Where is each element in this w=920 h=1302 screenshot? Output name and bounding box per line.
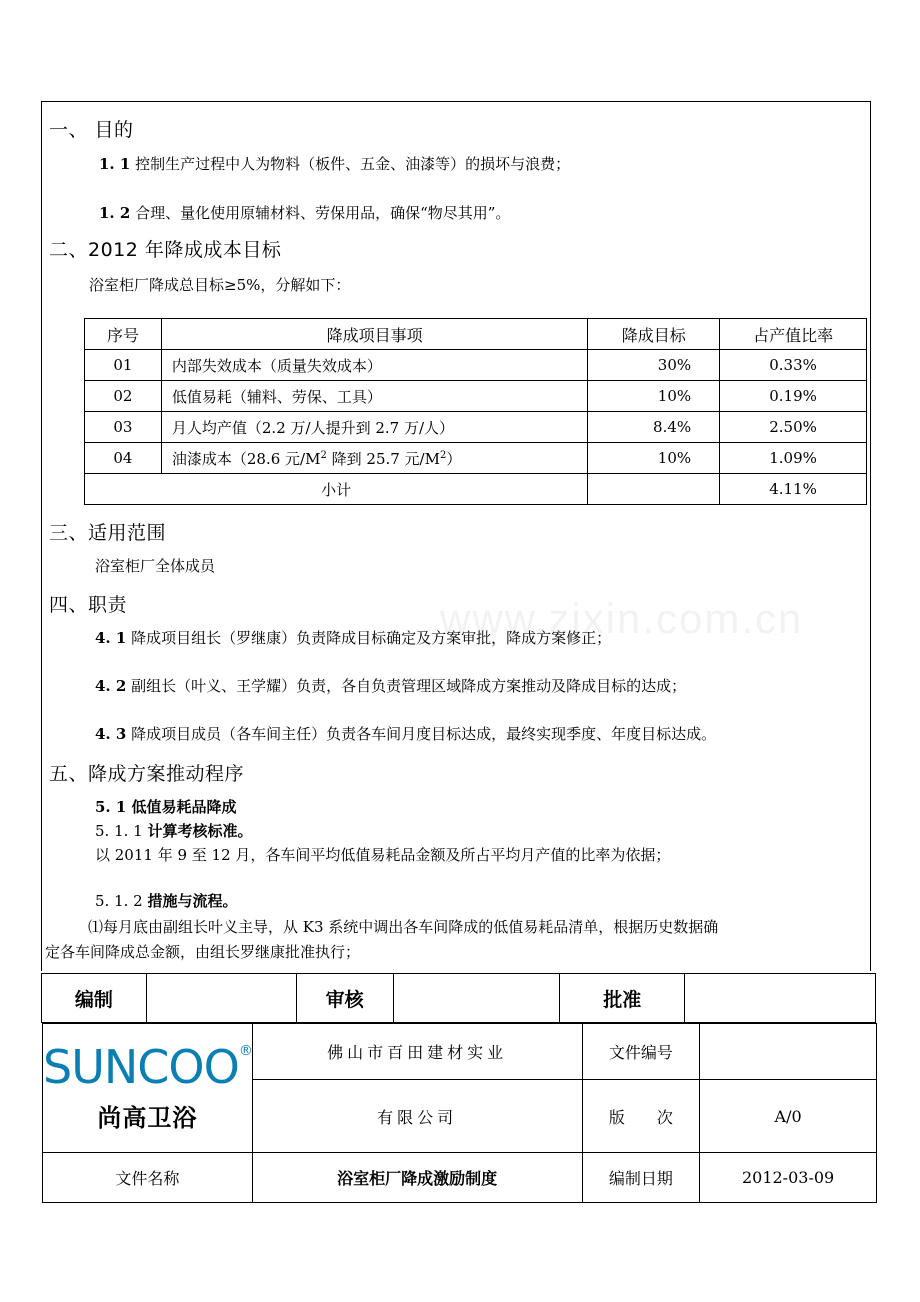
item-1-1 xyxy=(99,153,570,174)
header-item: 降成项目事项 xyxy=(161,319,587,350)
subsection-5-1-1-title: 计算考核标准。 xyxy=(147,822,253,840)
signoff-table xyxy=(41,973,876,1023)
company-line-1: 佛山市百田建材实业 xyxy=(252,1024,582,1080)
item-4-3-num: 4. 3 xyxy=(95,725,127,743)
section-2-intro: 浴室柜厂降成总目标≥5%，分解如下： xyxy=(89,276,351,294)
section-2-title: 二、2012 年降成成本目标 xyxy=(49,239,282,261)
table-row xyxy=(85,381,867,412)
signoff-row xyxy=(42,974,876,1023)
cell-item: 月人均产值（2.2 万/人提升到 2.7 万/人） xyxy=(161,412,587,443)
reviewed-label: 审核 xyxy=(296,974,393,1023)
info-row-1 xyxy=(43,1024,877,1080)
section-3-text: 浴室柜厂全体成员 xyxy=(95,557,216,575)
cell-item-part-a: 油漆成本（28.6 元/M xyxy=(171,449,321,468)
doc-no-label: 文件编号 xyxy=(582,1024,700,1080)
item-4-3-text: 降成项目成员（各车间主任）负责各车间月度目标达成，最终实现季度、年度目标达成。 xyxy=(126,725,717,743)
table-subtotal-row xyxy=(85,474,867,505)
procedure-line-1: ⑴每月底由副组长叶义主导，从 K3 系统中调出各车间降成的低值易耗品清单，根据历史数据确 xyxy=(88,918,719,936)
item-1-1-text: 控制生产过程中人为物料（板件、五金、油漆等）的损坏与浪费； xyxy=(130,155,571,173)
cell-item: 内部失效成本（质量失效成本） xyxy=(161,350,587,381)
cell-ratio: 2.50% xyxy=(720,412,867,443)
doc-no-value xyxy=(700,1024,877,1080)
registered-mark: ® xyxy=(238,1042,252,1059)
cell-ratio: 0.33% xyxy=(720,350,867,381)
cell-target: 10% xyxy=(588,443,720,474)
procedure-line-2: 定各车间降成总金额，由组长罗继康批准执行； xyxy=(45,943,361,961)
item-4-2-text: 副组长（叶义、王学耀）负责，各自负责管理区域降成方案推动及降成目标的达成； xyxy=(126,677,687,695)
version-value: A/0 xyxy=(700,1080,877,1153)
cell-target: 30% xyxy=(588,350,720,381)
table-row xyxy=(85,350,867,381)
cell-ratio: 0.19% xyxy=(720,381,867,412)
cell-item xyxy=(161,443,587,474)
suncoo-logo xyxy=(43,1039,252,1094)
item-4-1-num: 4. 1 xyxy=(95,629,127,647)
logo-text: SUNCOO xyxy=(43,1039,239,1094)
company-line-2: 有限公司 xyxy=(252,1080,582,1153)
version-label: 版 次 xyxy=(582,1080,700,1153)
section-1-title: 一、 目的 xyxy=(49,119,134,141)
cell-target: 8.4% xyxy=(588,412,720,443)
date-label: 编制日期 xyxy=(582,1153,700,1203)
prepared-field[interactable] xyxy=(146,974,296,1023)
section-3-title: 三、适用范围 xyxy=(49,522,167,544)
table-row xyxy=(85,443,867,474)
watermark: www.zixin.com.cn xyxy=(440,595,804,642)
header-target: 降成目标 xyxy=(588,319,720,350)
item-4-2 xyxy=(95,675,686,696)
subsection-5-1: 5. 1 低值易耗品降成 xyxy=(95,798,237,816)
cell-item-part-c: ） xyxy=(446,449,462,468)
subsection-5-1-2-num: 5. 1. 2 xyxy=(95,892,148,910)
table-row xyxy=(85,412,867,443)
item-4-3 xyxy=(95,723,716,744)
logo-cell xyxy=(43,1024,253,1153)
item-1-2-text: 合理、量化使用原辅材料、劳保用品，确保“物尽其用”。 xyxy=(130,204,511,222)
reviewed-field[interactable] xyxy=(393,974,560,1023)
header-no: 序号 xyxy=(85,319,162,350)
subsection-5-1-2-title: 措施与流程。 xyxy=(147,892,238,910)
item-1-2-num: 1. 2 xyxy=(99,204,131,222)
prepared-label: 编制 xyxy=(42,974,147,1023)
info-row-3 xyxy=(43,1153,877,1203)
cell-no: 01 xyxy=(85,350,162,381)
item-4-1-text: 降成项目组长（罗继康）负责降成目标确定及方案审批，降成方案修正； xyxy=(126,629,612,647)
superscript: 2 xyxy=(439,449,447,461)
subsection-5-1-1-num: 5. 1. 1 xyxy=(95,822,148,840)
item-4-2-num: 4. 2 xyxy=(95,677,127,695)
item-1-2 xyxy=(99,202,510,223)
target-table xyxy=(84,318,867,505)
subsection-5-1-1 xyxy=(95,820,253,841)
cell-no: 04 xyxy=(85,443,162,474)
header-ratio: 占产值比率 xyxy=(720,319,867,350)
subsection-5-1-1-text: 以 2011 年 9 至 12 月，各车间平均低值易耗品金额及所占平均月产值的比率为依据； xyxy=(95,846,671,864)
cell-target: 10% xyxy=(588,381,720,412)
subtotal-label: 小计 xyxy=(85,474,588,505)
doc-name-label: 文件名称 xyxy=(43,1153,253,1203)
subtotal-value: 4.11% xyxy=(720,474,867,505)
item-4-1 xyxy=(95,627,611,648)
approved-field[interactable] xyxy=(685,974,876,1023)
subtotal-target-empty xyxy=(588,474,720,505)
section-4-title: 四、职责 xyxy=(49,594,128,616)
brand-name-cn: 尚高卫浴 xyxy=(97,1103,198,1132)
cell-no: 03 xyxy=(85,412,162,443)
item-1-1-num: 1. 1 xyxy=(99,155,131,173)
doc-name-value: 浴室柜厂降成激励制度 xyxy=(252,1153,582,1203)
document-info-table xyxy=(42,1023,877,1203)
superscript: 2 xyxy=(320,449,327,461)
approved-label: 批准 xyxy=(560,974,685,1023)
cell-no: 02 xyxy=(85,381,162,412)
table-header-row xyxy=(85,319,867,350)
cell-ratio: 1.09% xyxy=(720,443,867,474)
cell-item: 低值易耗（辅料、劳保、工具） xyxy=(161,381,587,412)
subsection-5-1-2 xyxy=(95,890,238,911)
section-5-title: 五、降成方案推动程序 xyxy=(49,763,245,785)
cell-item-part-b: 降到 25.7 元/M xyxy=(326,449,440,468)
date-value: 2012-03-09 xyxy=(700,1153,877,1203)
